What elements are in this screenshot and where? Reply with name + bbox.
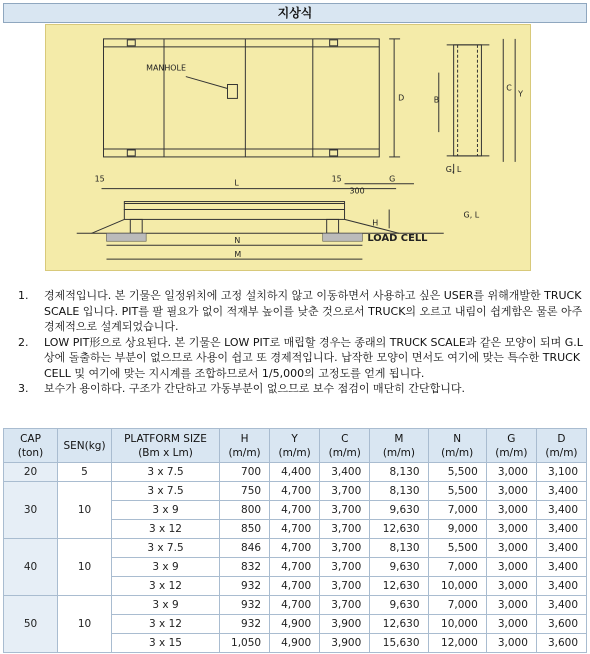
table-cell: 3,700 bbox=[320, 501, 370, 520]
table-cell: 12,000 bbox=[428, 634, 486, 653]
table-cell: 3,000 bbox=[486, 463, 536, 482]
table-cell: 5,500 bbox=[428, 539, 486, 558]
note-text: LOW PIT形으로 상요된다. 본 기물은 LOW PIT로 매립할 경우는 종래의 TRUCK SCALE과 같은 모양이 되며 G.L상에 돌출하는 부분이 없으므로 사용이 쉽고 또 경제적입니다. 납작한 모양이 면서도 여기에 맞는 특수한 TRUCK CELL 및 여기에 맞는 지시계를 조합하므로서 1/5,000의 고정도를 얻게 됩니다. bbox=[44, 335, 583, 380]
dim-b-label: B bbox=[433, 95, 440, 105]
header-sen: SEN(kg) bbox=[58, 429, 112, 463]
table-cell: 3,400 bbox=[536, 596, 586, 615]
table-cell: 7,000 bbox=[428, 501, 486, 520]
dim-300: 300 bbox=[349, 186, 365, 196]
table-cell: 4,700 bbox=[270, 482, 320, 501]
dim-l-label: L bbox=[234, 178, 239, 188]
table-cell: 800 bbox=[220, 501, 270, 520]
header-g: G (m/m) bbox=[486, 429, 536, 463]
table-cell: 3,600 bbox=[536, 634, 586, 653]
table-cell: 3,000 bbox=[486, 615, 536, 634]
note-text: 경제적입니다. 본 기물은 일정위치에 고정 설치하지 않고 이동하면서 사용하고 싶은 USER를 위해개발한 TRUCK SCALE 입니다. PIT를 팔 필요가 없이 적재부 높이를 낮춘 것으로서 TRUCK의 오르고 내림이 쉽게함은 물론 아주 경제적으로 설계되었습니다. bbox=[44, 289, 583, 333]
table-cell: 932 bbox=[220, 615, 270, 634]
note-item bbox=[18, 335, 584, 382]
table-cell: 3,700 bbox=[320, 577, 370, 596]
table-cell: 750 bbox=[220, 482, 270, 501]
table-cell: 4,900 bbox=[270, 634, 320, 653]
table-cell: 3,000 bbox=[486, 577, 536, 596]
dim-h-label: H bbox=[372, 218, 379, 228]
table-cell: 3 x 9 bbox=[112, 596, 220, 615]
table-cell: 700 bbox=[220, 463, 270, 482]
table-cell: 4,700 bbox=[270, 539, 320, 558]
table-cell: 3,100 bbox=[536, 463, 586, 482]
dim-g-label: G bbox=[389, 174, 396, 184]
table-cell: 4,700 bbox=[270, 558, 320, 577]
platform-plan bbox=[104, 39, 380, 157]
dim-m-label: M bbox=[234, 250, 242, 260]
page-title: 지상식 bbox=[3, 3, 587, 23]
dim-c-label: C bbox=[506, 83, 512, 93]
header-platform-size: PLATFORM SIZE (Bm x Lm) bbox=[112, 429, 220, 463]
table-cell: 3,400 bbox=[536, 558, 586, 577]
dim-15-left: 15 bbox=[94, 174, 105, 184]
table-cell: 10,000 bbox=[428, 577, 486, 596]
table-cell: 3 x 15 bbox=[112, 634, 220, 653]
cap-cell: 50 bbox=[4, 596, 58, 653]
table-cell: 3,700 bbox=[320, 482, 370, 501]
notes-list bbox=[18, 288, 584, 397]
table-cell: 9,630 bbox=[370, 501, 428, 520]
table-cell: 3 x 12 bbox=[112, 577, 220, 596]
note-number: 2. bbox=[18, 335, 29, 349]
load-cell-label: LOAD CELL bbox=[367, 233, 428, 245]
table-cell: 4,900 bbox=[270, 615, 320, 634]
table-cell: 3,000 bbox=[486, 520, 536, 539]
table-cell: 3,000 bbox=[486, 539, 536, 558]
table-cell: 3,400 bbox=[536, 539, 586, 558]
table-cell: 3 x 7.5 bbox=[112, 463, 220, 482]
table-cell: 3,400 bbox=[536, 577, 586, 596]
table-row bbox=[4, 596, 587, 615]
table-cell: 5,500 bbox=[428, 463, 486, 482]
table-row bbox=[4, 463, 587, 482]
table-cell: 3,700 bbox=[320, 558, 370, 577]
truck-scale-drawing bbox=[45, 24, 531, 271]
table-cell: 7,000 bbox=[428, 558, 486, 577]
table-row bbox=[4, 539, 587, 558]
table-cell: 3 x 12 bbox=[112, 615, 220, 634]
table-cell: 3,000 bbox=[486, 634, 536, 653]
table-cell: 3,000 bbox=[486, 482, 536, 501]
table-cell: 8,130 bbox=[370, 482, 428, 501]
table-cell: 3,400 bbox=[536, 501, 586, 520]
sen-cell: 10 bbox=[58, 482, 112, 539]
table-cell: 846 bbox=[220, 539, 270, 558]
table-cell: 8,130 bbox=[370, 463, 428, 482]
table-cell: 4,700 bbox=[270, 577, 320, 596]
note-text: 보수가 용이하다. 구조가 간단하고 가동부분이 없으므로 보수 점검이 매단히 간단합니다. bbox=[44, 382, 465, 395]
table-cell: 4,700 bbox=[270, 520, 320, 539]
dim-n-label: N bbox=[234, 236, 241, 246]
sen-cell: 10 bbox=[58, 539, 112, 596]
gl-side-label: G, L bbox=[445, 164, 462, 174]
table-cell: 4,400 bbox=[270, 463, 320, 482]
sen-cell: 5 bbox=[58, 463, 112, 482]
table-cell: 3 x 9 bbox=[112, 501, 220, 520]
table-cell: 3,000 bbox=[486, 596, 536, 615]
table-cell: 3 x 9 bbox=[112, 558, 220, 577]
table-cell: 3,700 bbox=[320, 520, 370, 539]
cap-cell: 20 bbox=[4, 463, 58, 482]
header-y: Y (m/m) bbox=[270, 429, 320, 463]
table-cell: 3,000 bbox=[486, 501, 536, 520]
dim-y-label: Y bbox=[518, 89, 523, 99]
table-cell: 9,000 bbox=[428, 520, 486, 539]
table-cell: 3 x 7.5 bbox=[112, 482, 220, 501]
table-cell: 3,600 bbox=[536, 615, 586, 634]
cap-cell: 40 bbox=[4, 539, 58, 596]
table-cell: 12,630 bbox=[370, 520, 428, 539]
sen-cell: 10 bbox=[58, 596, 112, 653]
header-d: D (m/m) bbox=[536, 429, 586, 463]
table-cell: 4,700 bbox=[270, 501, 320, 520]
cap-cell: 30 bbox=[4, 482, 58, 539]
note-item bbox=[18, 381, 584, 397]
table-cell: 1,050 bbox=[220, 634, 270, 653]
header-h: H (m/m) bbox=[220, 429, 270, 463]
spec-table bbox=[3, 428, 587, 653]
gl-label: G, L bbox=[463, 210, 480, 220]
table-cell: 3,900 bbox=[320, 634, 370, 653]
header-c: C (m/m) bbox=[320, 429, 370, 463]
note-number: 3. bbox=[18, 382, 29, 395]
table-cell: 8,130 bbox=[370, 539, 428, 558]
table-cell: 3,700 bbox=[320, 596, 370, 615]
table-cell: 3,400 bbox=[320, 463, 370, 482]
table-cell: 7,000 bbox=[428, 596, 486, 615]
manhole-box bbox=[227, 85, 237, 99]
table-cell: 3,400 bbox=[536, 482, 586, 501]
table-cell: 932 bbox=[220, 577, 270, 596]
table-cell: 5,500 bbox=[428, 482, 486, 501]
table-cell: 3,000 bbox=[486, 558, 536, 577]
table-cell: 12,630 bbox=[370, 615, 428, 634]
table-header-row bbox=[4, 429, 587, 463]
drawing-svg bbox=[46, 25, 530, 270]
table-cell: 832 bbox=[220, 558, 270, 577]
table-cell: 4,700 bbox=[270, 596, 320, 615]
header-m: M (m/m) bbox=[370, 429, 428, 463]
table-cell: 3,400 bbox=[536, 520, 586, 539]
table-cell: 932 bbox=[220, 596, 270, 615]
dim-d-label: D bbox=[398, 93, 405, 103]
dim-15-right: 15 bbox=[331, 174, 342, 184]
note-item bbox=[18, 288, 584, 335]
table-row bbox=[4, 482, 587, 501]
table-cell: 3 x 12 bbox=[112, 520, 220, 539]
header-cap: CAP (ton) bbox=[4, 429, 58, 463]
note-number: 1. bbox=[18, 289, 29, 302]
table-cell: 3,700 bbox=[320, 539, 370, 558]
table-cell: 850 bbox=[220, 520, 270, 539]
header-n: N (m/m) bbox=[428, 429, 486, 463]
table-cell: 9,630 bbox=[370, 558, 428, 577]
table-cell: 3,900 bbox=[320, 615, 370, 634]
table-cell: 10,000 bbox=[428, 615, 486, 634]
table-cell: 3 x 7.5 bbox=[112, 539, 220, 558]
manhole-label: MANHOLE bbox=[146, 63, 186, 73]
table-cell: 9,630 bbox=[370, 596, 428, 615]
table-cell: 15,630 bbox=[370, 634, 428, 653]
table-cell: 12,630 bbox=[370, 577, 428, 596]
